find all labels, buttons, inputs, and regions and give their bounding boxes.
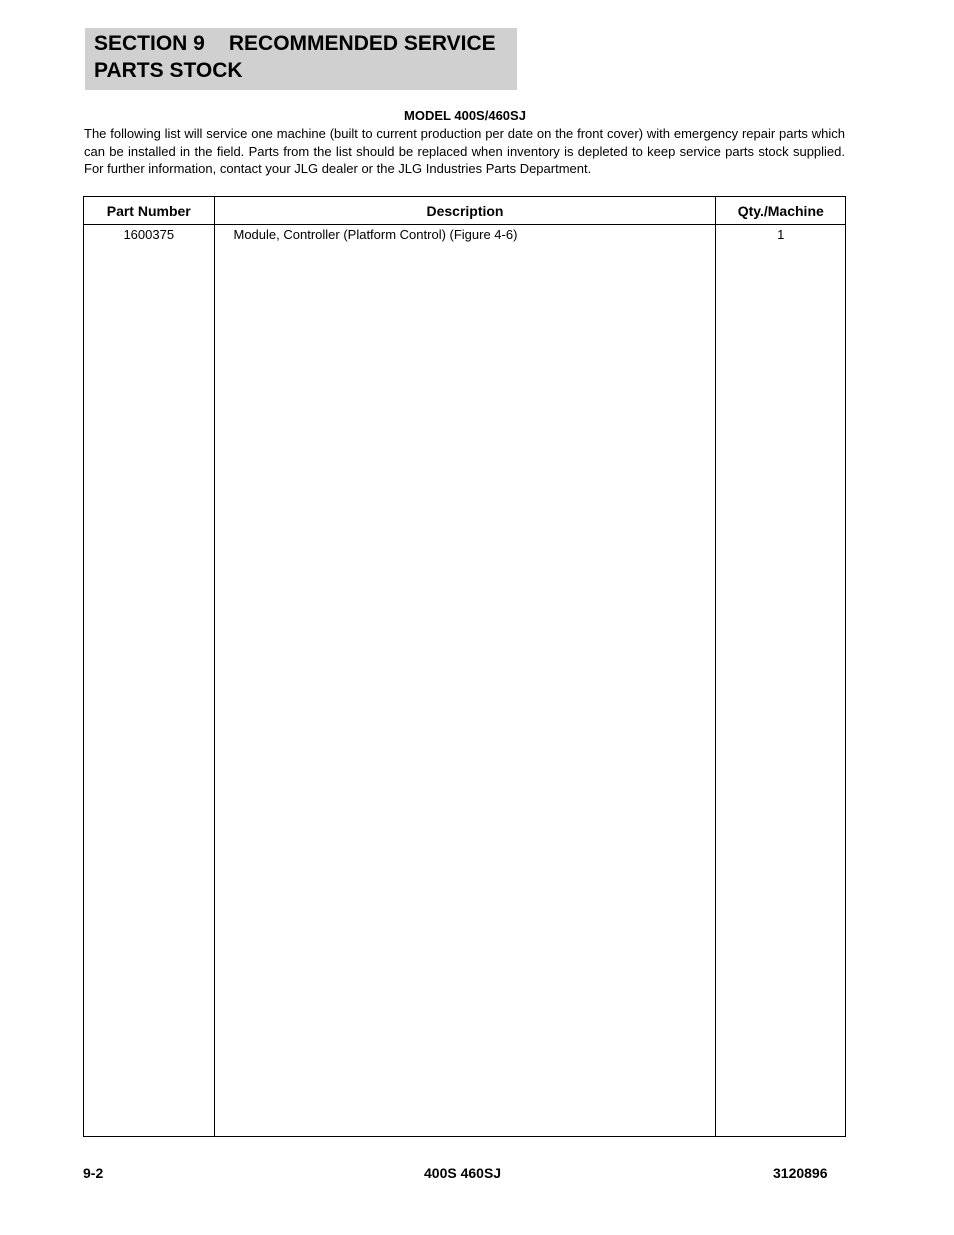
part-number-cell: 1600375 xyxy=(84,225,215,250)
qty-cell: 1 xyxy=(716,225,846,250)
footer-page-number: 9-2 xyxy=(83,1165,104,1181)
table-row xyxy=(84,225,846,250)
section-title-line2: PARTS STOCK xyxy=(94,59,243,82)
model-title: MODEL 400S/460SJ xyxy=(404,108,526,123)
section-label: SECTION 9 xyxy=(94,32,205,55)
filler-cell xyxy=(84,249,215,1137)
header-description: Description xyxy=(214,197,716,225)
parts-table xyxy=(83,196,846,1137)
section-title-line1: RECOMMENDED SERVICE xyxy=(228,32,496,55)
table-header-row xyxy=(84,197,846,225)
header-qty: Qty./Machine xyxy=(716,197,846,225)
description-cell: Module, Controller (Platform Control) (Figure 4-6) xyxy=(214,225,716,250)
section-heading-line1 xyxy=(94,30,517,57)
table-filler-row xyxy=(84,249,846,1137)
section-banner xyxy=(85,28,517,90)
filler-cell xyxy=(214,249,716,1137)
filler-cell xyxy=(716,249,846,1137)
footer-doc-number: 3120896 xyxy=(773,1165,828,1181)
header-part-number: Part Number xyxy=(84,197,215,225)
intro-paragraph: The following list will service one machine (built to current production per date on the front cover) with emergency repair parts which can be installed in the field. Parts from the list should be replaced when inventory is depleted to keep service parts stock supplied. For further information, contact your JLG dealer or the JLG Industries Parts Department. xyxy=(84,126,845,176)
footer-model: 400S 460SJ xyxy=(424,1165,502,1181)
